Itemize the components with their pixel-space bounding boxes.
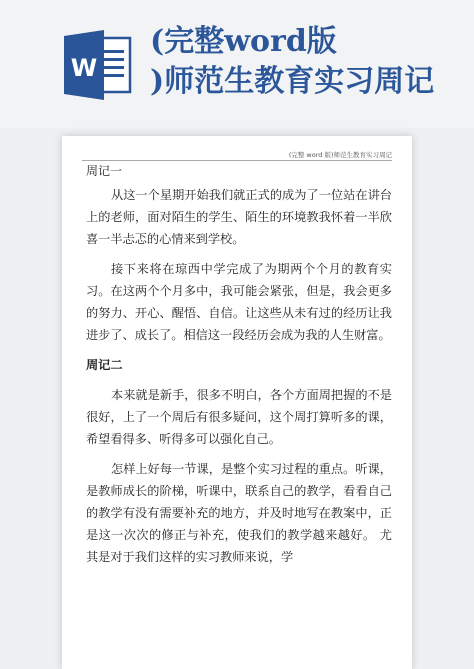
logo-letter: W xyxy=(70,54,98,82)
section-heading-1: 周记一 xyxy=(86,164,123,178)
title-line-1: (完整word版 xyxy=(150,24,337,59)
paragraph: 从这一个星期开始我们就正式的成为了一位站在讲台上的老师，面对陌生的学生、陌生的环境教我怀着一半欣喜一半忐忑的心情来到学校。 xyxy=(86,188,392,246)
title-line-2: )师范生教育实习周记 xyxy=(150,64,435,99)
paragraph: 本来就是新手，很多不明白，各个方面周把握的不是很好，上了一个周后有很多疑问，这个周打算听多的课，希望看得多、听得多可以强化自己。 xyxy=(86,388,392,446)
preview-banner xyxy=(0,0,474,128)
word-icon xyxy=(64,30,132,100)
document-page xyxy=(62,136,412,669)
section-heading-2: 周记二 xyxy=(86,358,123,372)
paragraph: 接下来将在琼西中学完成了为期两个个月的教育实习。在这两个个月多中，我可能会紧张，但是，我会更多的努力、开心、醒悟、自信。让这些从未有过的经历让我进步了、成长了。相信这一段经历会成为我的人生财富。 xyxy=(86,262,392,342)
document-body xyxy=(86,160,392,576)
page-header: (完整 word 版)师范生教育实习周记 xyxy=(288,151,392,159)
paragraph: 怎样上好每一节课，是整个实习过程的重点。听课，是教师成长的阶梯，听课中，联系自己的教学，看看自己的教学有没有需要补充的地方，并及时地写在教案中，正是这一次次的修正与补充，使我们的教学越来越好。 尤其是对于我们这样的实习教师来说，学 xyxy=(86,462,392,564)
document-title xyxy=(150,22,470,102)
